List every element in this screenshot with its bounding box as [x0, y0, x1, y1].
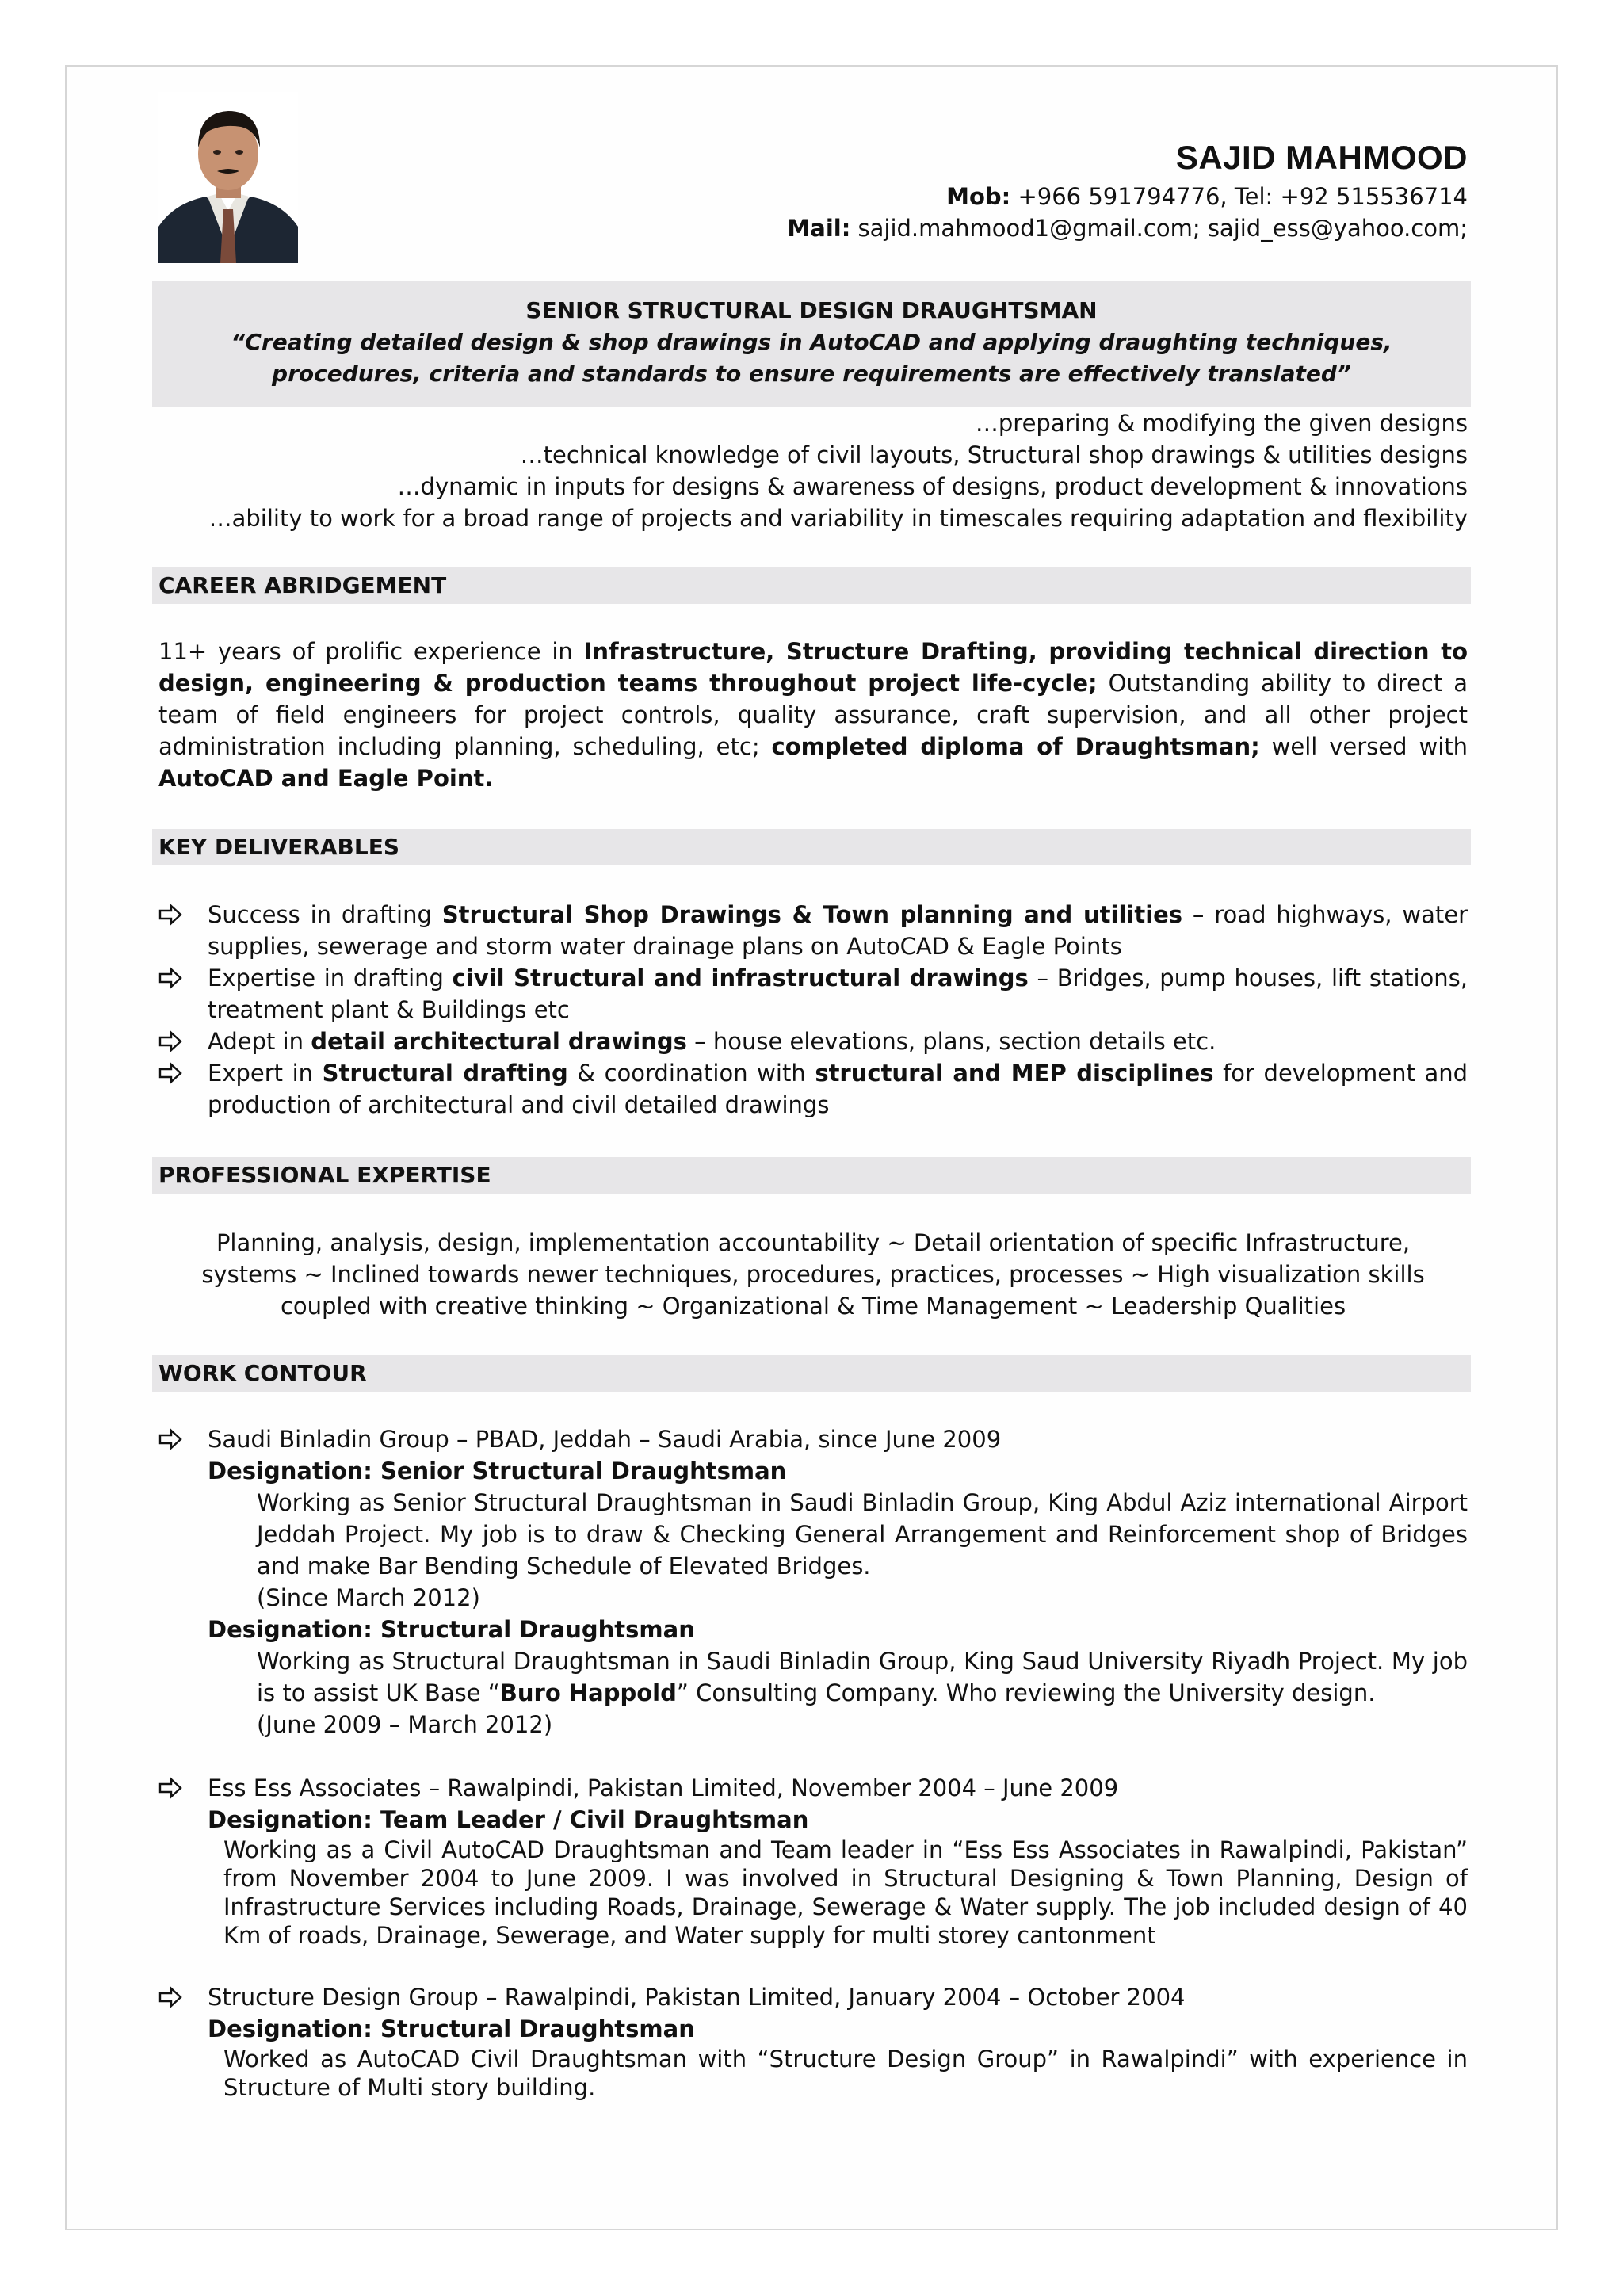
item-bold: detail architectural drawings	[311, 1028, 687, 1055]
expertise-line: Planning, analysis, design, implementation accountability ~ Detail orientation of specific Infrastructure,	[216, 1229, 1411, 1256]
job-company: Ess Ess Associates – Rawalpindi, Pakistan Limited, November 2004 – June 2009	[208, 1775, 1119, 1801]
desc-text: ” Consulting Company. Who reviewing the University design.	[676, 1679, 1376, 1706]
item-bold: structural and MEP disciplines	[815, 1060, 1214, 1087]
job-header	[158, 1772, 1468, 1804]
job-period: (Since March 2012)	[257, 1584, 480, 1611]
arrow-right-outline-icon	[158, 1026, 190, 1057]
job-header	[158, 1981, 1468, 2013]
item-text: – Bridges, pump houses, lift stations, treatment plant & Buildings etc	[208, 965, 1468, 1023]
expertise-line: coupled with creative thinking ~ Organizational & Time Management ~ Leadership Qualities	[280, 1293, 1346, 1320]
job-entry	[158, 1772, 1468, 1950]
job-designation: Designation: Team Leader / Civil Draughtsman	[208, 1806, 809, 1833]
expertise-line: systems ~ Inclined towards newer techniques, procedures, practices, processes ~ High visualization skills	[201, 1261, 1425, 1288]
item-text: Expertise in drafting	[208, 965, 453, 991]
arrow-right-outline-icon	[158, 1981, 182, 2013]
title-band	[152, 281, 1471, 407]
role-quote: “Creating detailed design & shop drawings in AutoCAD and applying draughting techniques, procedures, criteria and standards to ensure requirements are effectively translated”	[231, 329, 1392, 387]
arrow-right-outline-icon	[158, 1057, 190, 1089]
job-designation: Designation: Structural Draughtsman	[208, 2015, 695, 2042]
job-entry	[158, 1981, 1468, 2102]
career-bold: completed diploma of Draughtsman;	[771, 733, 1260, 760]
tagline-item: …technical knowledge of civil layouts, Structural shop drawings & utilities designs	[520, 441, 1468, 468]
item-bold: Structural Shop Drawings & Town planning and utilities	[441, 901, 1183, 928]
tagline-item: …ability to work for a broad range of projects and variability in timescales requiring adaptation and flexibility	[208, 505, 1468, 532]
job-header	[158, 1423, 1468, 1455]
career-paragraph	[158, 636, 1468, 794]
tagline-item: …preparing & modifying the given designs	[975, 410, 1468, 437]
item-bold: Structural drafting	[322, 1060, 568, 1087]
desc-text: Working as Structural Draughtsman in Saudi Binladin Group, King Saud University Riyadh Project. My job is to assist UK Base “	[257, 1648, 1468, 1706]
job-entry	[158, 1423, 1468, 1740]
item-text: & coordination with	[567, 1060, 815, 1087]
job-period: (June 2009 – March 2012)	[257, 1711, 553, 1738]
section-heading-expertise: PROFESSIONAL EXPERTISE	[152, 1157, 1471, 1194]
item-text: – house elevations, plans, section details etc.	[686, 1028, 1216, 1055]
job-company: Saudi Binladin Group – PBAD, Jeddah – Saudi Arabia, since June 2009	[208, 1426, 1002, 1453]
career-bold: Infrastructure, Structure Drafting, providing technical direction to design, engineering & production teams throughout project life-cycle;	[158, 638, 1468, 697]
career-text: well versed with	[1259, 733, 1468, 760]
job-description	[158, 1645, 1468, 1709]
list-item	[158, 1057, 1468, 1121]
section-heading-deliverables: KEY DELIVERABLES	[152, 829, 1471, 865]
item-text: – road highways, water supplies, sewerage and storm water drainage plans on AutoCAD & Eagle Points	[208, 901, 1468, 960]
item-bold: civil Structural and infrastructural drawings	[452, 965, 1029, 991]
candidate-name: SAJID MAHMOOD	[1175, 139, 1468, 176]
arrow-right-outline-icon	[158, 1423, 182, 1455]
arrow-right-outline-icon	[158, 1772, 182, 1804]
arrow-right-outline-icon	[158, 899, 190, 930]
list-item	[158, 1026, 1468, 1057]
desc-bold: Buro Happold	[499, 1679, 677, 1706]
mail-line	[787, 212, 1468, 244]
tagline-item: …dynamic in inputs for designs & awareness of designs, product development & innovations	[397, 473, 1468, 500]
mobile-line	[787, 181, 1468, 212]
career-text: Outstanding ability to direct a team of field engineers for project controls, quality assurance, craft supervision, and all other project administration including planning, scheduling, etc;	[158, 670, 1468, 760]
section-heading-work: WORK CONTOUR	[152, 1355, 1471, 1392]
job-description: Working as a Civil AutoCAD Draughtsman and Team leader in “Ess Ess Associates in Rawalpindi, Pakistan” from November 2004 to June 2009. I was involved in Structural Designing & Town Planning, Design of Infrastructure Services including Roads, Drainage, Sewerage & Water supply. The job included design of 40 Km of roads, Drainage, Sewerage, and Water supply for multi storey cantonment	[223, 1836, 1468, 1949]
mail-value[interactable]: sajid.mahmood1@gmail.com; sajid_ess@yahoo.com;	[850, 215, 1468, 242]
item-text: for development and production of architectural and civil detailed drawings	[208, 1060, 1468, 1118]
profile-photo	[158, 92, 298, 263]
career-bold: AutoCAD and Eagle Point.	[158, 765, 494, 792]
list-item	[158, 899, 1468, 962]
mail-label: Mail:	[787, 215, 851, 242]
mobile-label: Mob:	[946, 183, 1011, 210]
job-company: Structure Design Group – Rawalpindi, Pakistan Limited, January 2004 – October 2004	[208, 1984, 1186, 2011]
item-text: Expert in	[208, 1060, 323, 1087]
job-designation: Designation: Structural Draughtsman	[208, 1616, 695, 1643]
job-description: Working as Senior Structural Draughtsman in Saudi Binladin Group, King Abdul Aziz international Airport Jeddah Project. My job is to draw & Checking General Arrangement and Reinforcement shop of Bridges and make Bar Bending Schedule of Elevated Bridges.	[257, 1489, 1468, 1580]
list-item	[158, 962, 1468, 1026]
mobile-value: +966 591794776, Tel: +92 515536714	[1010, 183, 1468, 210]
job-description: Worked as AutoCAD Civil Draughtsman with “Structure Design Group” in Rawalpindi” with experience in Structure of Multi story building.	[223, 2046, 1468, 2101]
role-title: SENIOR STRUCTURAL DESIGN DRAUGHTSMAN	[525, 297, 1098, 323]
item-text: Adept in	[208, 1028, 311, 1055]
header-contact	[787, 135, 1468, 244]
arrow-right-outline-icon	[158, 962, 190, 994]
deliverables-list	[158, 899, 1468, 1121]
item-text: Success in drafting	[208, 901, 442, 928]
tagline-list	[209, 407, 1468, 534]
career-text: 11+ years of prolific experience in	[158, 638, 584, 665]
job-designation: Designation: Senior Structural Draughtsman	[208, 1457, 787, 1484]
section-heading-career: CAREER ABRIDGEMENT	[152, 567, 1471, 604]
expertise-text	[158, 1227, 1468, 1322]
